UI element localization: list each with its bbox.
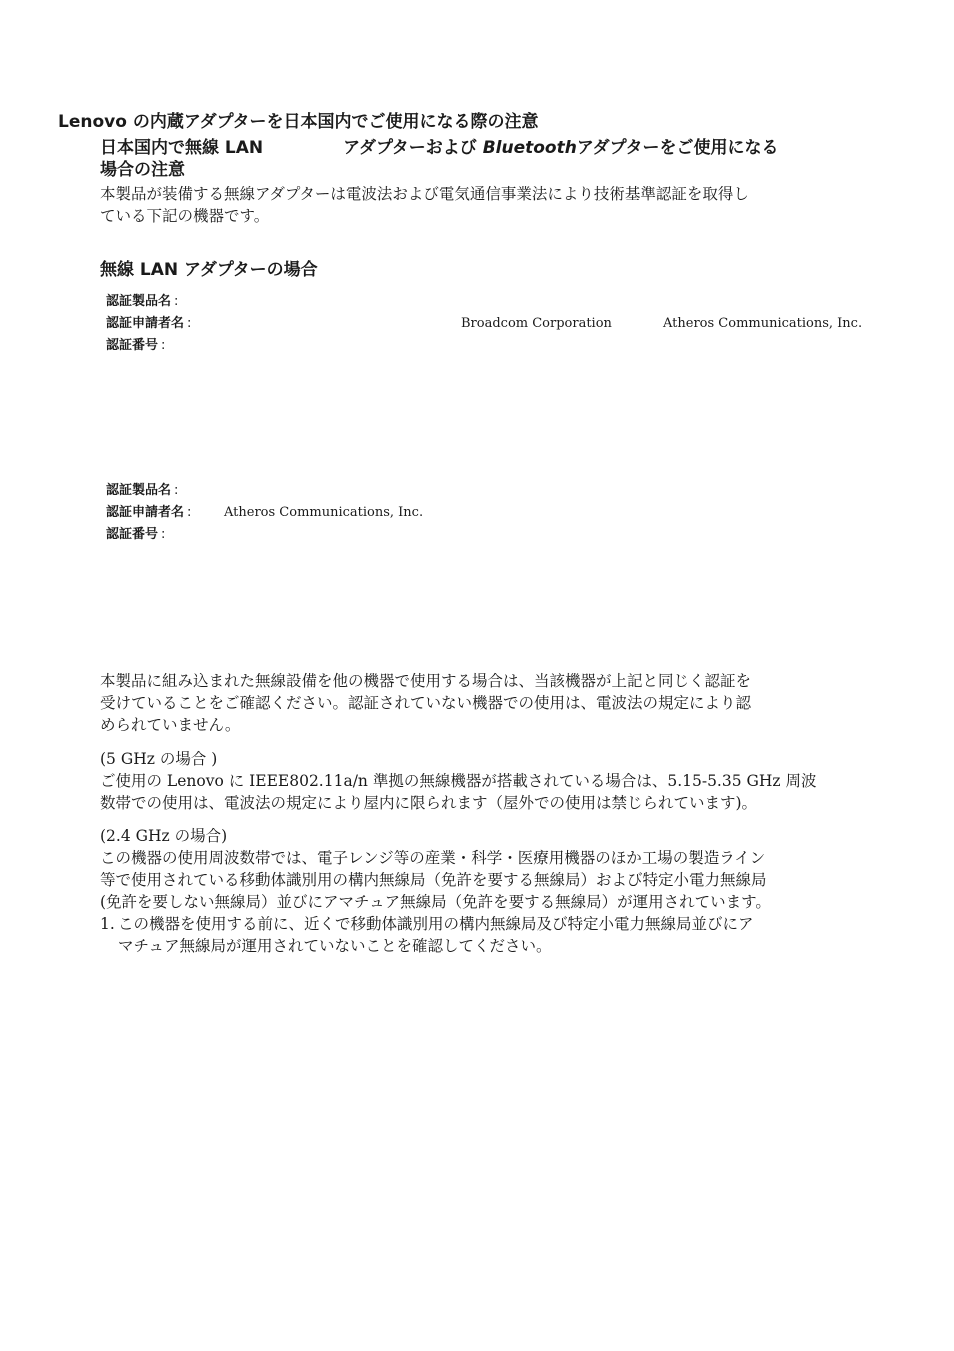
ghz24-line-3: (免許を要しない無線局）並びにアマチュア無線局（免許を要する無線局）が運用されています。 (100, 893, 771, 911)
sub-heading-line2: 場合の注意 (100, 160, 185, 180)
ghz5-line-1: ご使用の Lenovo に IEEE802.11a/n 準拠の無線機器が搭載されている場合は、5.15-5.35 GHz 周波 (100, 772, 817, 790)
list-item-number: 1. (100, 915, 115, 933)
sub-heading-part2: アダプターおよび (343, 138, 477, 158)
cert-block-1 (106, 291, 866, 357)
cert-applicant-value-1: Broadcom Corporation (461, 316, 612, 331)
cert-colon: : (187, 316, 192, 331)
cert-colon: : (187, 505, 192, 520)
cert-applicant-label: 認証申請者名 (106, 505, 185, 520)
ghz24-section (100, 825, 860, 913)
intro-line-2: ている下記の機器です。 (100, 207, 270, 225)
ghz5-line-2: 数帯での使用は、電波法の規定により屋内に限られます（屋外での使用は禁じられています)。 (100, 794, 758, 812)
cert-colon: : (174, 294, 179, 309)
cert-applicant-value-2: Atheros Communications, Inc. (663, 316, 863, 331)
sub-heading-part4: アダプターをご使用になる (576, 138, 779, 158)
notice-line-3: められていません。 (100, 716, 241, 734)
ghz5-section (100, 748, 860, 814)
intro-paragraph (100, 183, 860, 227)
cert-number-label: 認証番号 (106, 527, 159, 542)
cert-colon: : (161, 338, 166, 353)
sub-heading (100, 137, 870, 181)
cert-number-row (106, 335, 866, 357)
cert-product-label: 認証製品名 (106, 483, 172, 498)
cert-colon: : (161, 527, 166, 542)
notice-line-1: 本製品に組み込まれた無線設備を他の機器で使用する場合は、当該機器が上記と同じく認証を (100, 672, 752, 690)
ghz24-heading: (2.4 GHz の場合) (100, 827, 228, 845)
sub-heading-bluetooth: Bluetooth (482, 138, 577, 158)
ghz5-heading: (5 GHz の場合 ) (100, 750, 218, 768)
cert-product-label: 認証製品名 (106, 294, 172, 309)
cert-applicant-value: Atheros Communications, Inc. (224, 505, 424, 520)
cert-applicant-label: 認証申請者名 (106, 316, 185, 331)
cert-applicant-row (106, 502, 606, 524)
section-heading: 無線 LAN アダプターの場合 (100, 260, 318, 280)
cert-number-row (106, 524, 606, 546)
ghz24-line-2: 等で使用されている移動体識別用の構内無線局（免許を要する無線局）および特定小電力無線局 (100, 871, 767, 889)
cert-applicant-row (106, 313, 866, 335)
cert-product-row (106, 291, 866, 313)
intro-line-1: 本製品が装備する無線アダプターは電波法および電気通信事業法により技術基準認証を取得し (100, 185, 749, 203)
ghz24-list-item-1 (100, 913, 860, 957)
ghz24-line-1: この機器の使用周波数帯では、電子レンジ等の産業・科学・医療用機器のほか工場の製造ライン (100, 849, 766, 867)
notice-line-2: 受けていることをご確認ください。認証されていない機器での使用は、電波法の規定により認 (100, 694, 752, 712)
cert-block-2 (106, 480, 606, 546)
sub-heading-part1: 日本国内で無線 LAN (100, 138, 264, 158)
list-item-line-2: マチュア無線局が運用されていないことを確認してください。 (118, 937, 552, 955)
notice-paragraph (100, 670, 860, 736)
cert-number-label: 認証番号 (106, 338, 159, 353)
document-title: Lenovo の内蔵アダプターを日本国内でご使用になる際の注意 (58, 112, 539, 132)
list-item-line-1: この機器を使用する前に、近くで移動体識別用の構内無線局及び特定小電力無線局並びにア (118, 915, 754, 933)
cert-product-row (106, 480, 606, 502)
cert-colon: : (174, 483, 179, 498)
